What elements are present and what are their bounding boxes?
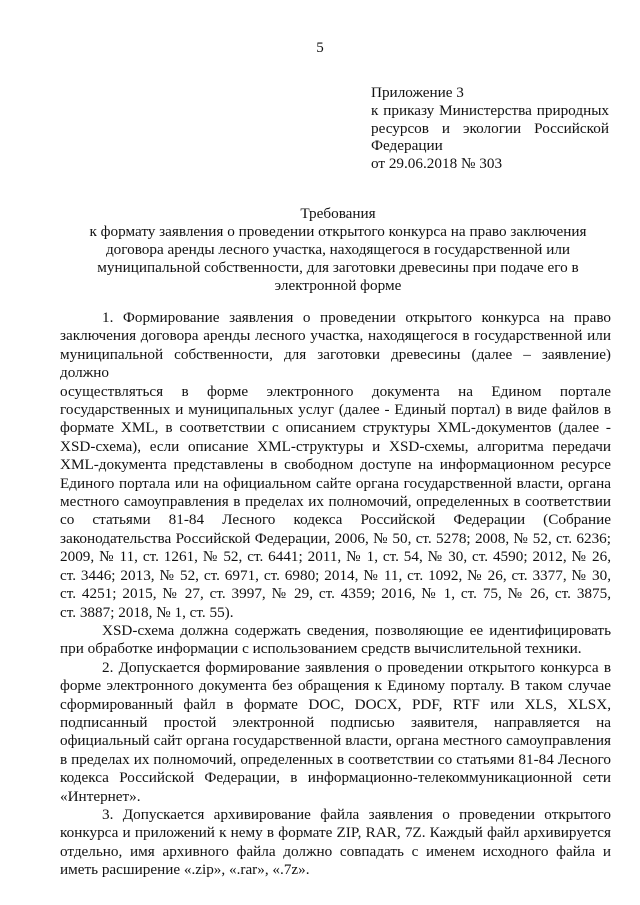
paragraph-line: осуществляться в форме электронного документа на Едином портале	[60, 382, 611, 400]
paragraph-line: подписанный простой электронной подписью заявителя, направляется на	[60, 713, 611, 731]
paragraph-line: 1. Формирование заявления о проведении открытого конкурса на право	[102, 309, 611, 326]
paragraph-line: со статьями 81-84 Лесного кодекса Российской Федерации (Собрание	[60, 511, 611, 529]
paragraph-line: 2. Допускается формирование заявления о проведении открытого конкурса в	[102, 658, 611, 676]
appendix-order-line: к приказу Министерства природных	[371, 101, 609, 119]
paragraph-line: 3. Допускается архивирование файла заявления о проведении открытого	[102, 805, 611, 823]
paragraph-line: XSD-схема должна содержать сведения, позволяющие ее идентифицировать	[102, 621, 611, 639]
paragraph-line: XML-документа представлены в свободном доступе на информационном ресурсе	[60, 456, 611, 474]
paragraph-line: форме электронного документа без обращения к Единому порталу. В таком случае	[60, 677, 611, 695]
page-number: 5	[316, 40, 324, 56]
heading-line-3: муниципальной собственности, для заготовки древесины при подаче его в	[97, 259, 579, 276]
heading-line-4: электронной форме	[274, 277, 402, 294]
paragraph-line: 2009, № 11, ст. 1261, № 52, ст. 6441; 2011, № 1, ст. 54, № 30, ст. 4590; 2012, № 26,	[60, 548, 611, 566]
paragraph-line: сформированный файл в формате DOC, DOCX, PDF, RTF или XLS, XLSX,	[60, 695, 611, 713]
paragraph-line: муниципальной собственности, для заготовки древесины (далее – заявление) должно	[60, 345, 611, 382]
paragraph-line: официальный сайт органа государственной власти, органа местного самоуправления	[60, 732, 611, 750]
paragraph-line: в пределах их полномочий, определенных в соответствии со статьями 81-84 Лесного	[60, 750, 611, 768]
appendix-block	[371, 84, 609, 173]
paragraph-line: «Интернет».	[60, 787, 141, 805]
paragraph-line: государственных и муниципальных услуг (далее - Единый портал) в виде файлов в	[60, 401, 611, 419]
document-heading	[60, 205, 616, 295]
paragraph-line: местного самоуправления в пределах их полномочий, определенных в соответствии	[60, 493, 611, 511]
paragraph-line: кодекса Российской Федерации, в информационно-телекоммуникационной сети	[60, 769, 611, 787]
heading-title: Требования	[300, 205, 376, 222]
paragraph-line: ст. 4251; 2015, № 27, ст. 3997, № 29, ст. 4359; 2016, № 1, ст. 75, № 26, ст. 3875,	[60, 585, 611, 603]
paragraph-line: при обработке информации с использованием средств вычислительной техники.	[60, 640, 582, 658]
heading-line-1: к формату заявления о проведении открытого конкурса на право заключения	[89, 223, 587, 240]
paragraph-line: отдельно, имя архивного файла должно совпадать с именем исходного файла и	[60, 842, 611, 860]
appendix-date-line: от 29.06.2018 № 303	[371, 155, 503, 173]
paragraph-line: конкурса и приложений к нему в формате ZIP, RAR, 7Z. Каждый файл архивируется	[60, 824, 611, 842]
appendix-ministry-line: ресурсов и экологии Российской	[371, 119, 609, 137]
paragraph-line: иметь расширение «.zip», «.rar», «.7z».	[60, 861, 310, 879]
paragraph-3	[60, 659, 611, 806]
heading-line-2: договора аренды лесного участка, находящегося в государственной или	[105, 241, 571, 258]
paragraph-line: законодательства Российской Федерации, 2006, № 50, ст. 5278; 2008, № 52, ст. 6236;	[60, 529, 611, 547]
paragraph-4	[60, 806, 611, 880]
paragraph-1	[60, 309, 611, 622]
paragraph-line: заключения договора аренды лесного участка, находящегося в государственной или	[60, 327, 611, 345]
paragraph-line: Единого портала или на официальном сайте органа государственной власти, органа	[60, 474, 611, 492]
document-body	[60, 309, 611, 880]
appendix-federation-line: Федерации	[371, 137, 443, 155]
paragraph-line: ст. 3446; 2013, № 52, ст. 6971, ст. 6980; 2014, № 11, ст. 1092, № 26, ст. 3377, № 30,	[60, 566, 611, 584]
paragraph-2	[60, 622, 611, 659]
paragraph-line: ст. 3887; 2018, № 1, ст. 55).	[60, 603, 234, 621]
appendix-title: Приложение 3	[371, 84, 464, 101]
paragraph-line: формате XML, в соответствии с описанием структуры XML-документов (далее -	[60, 419, 611, 437]
paragraph-line: XSD-схема), если описание XML-структуры и XSD-схемы, алгоритма передачи	[60, 437, 611, 455]
